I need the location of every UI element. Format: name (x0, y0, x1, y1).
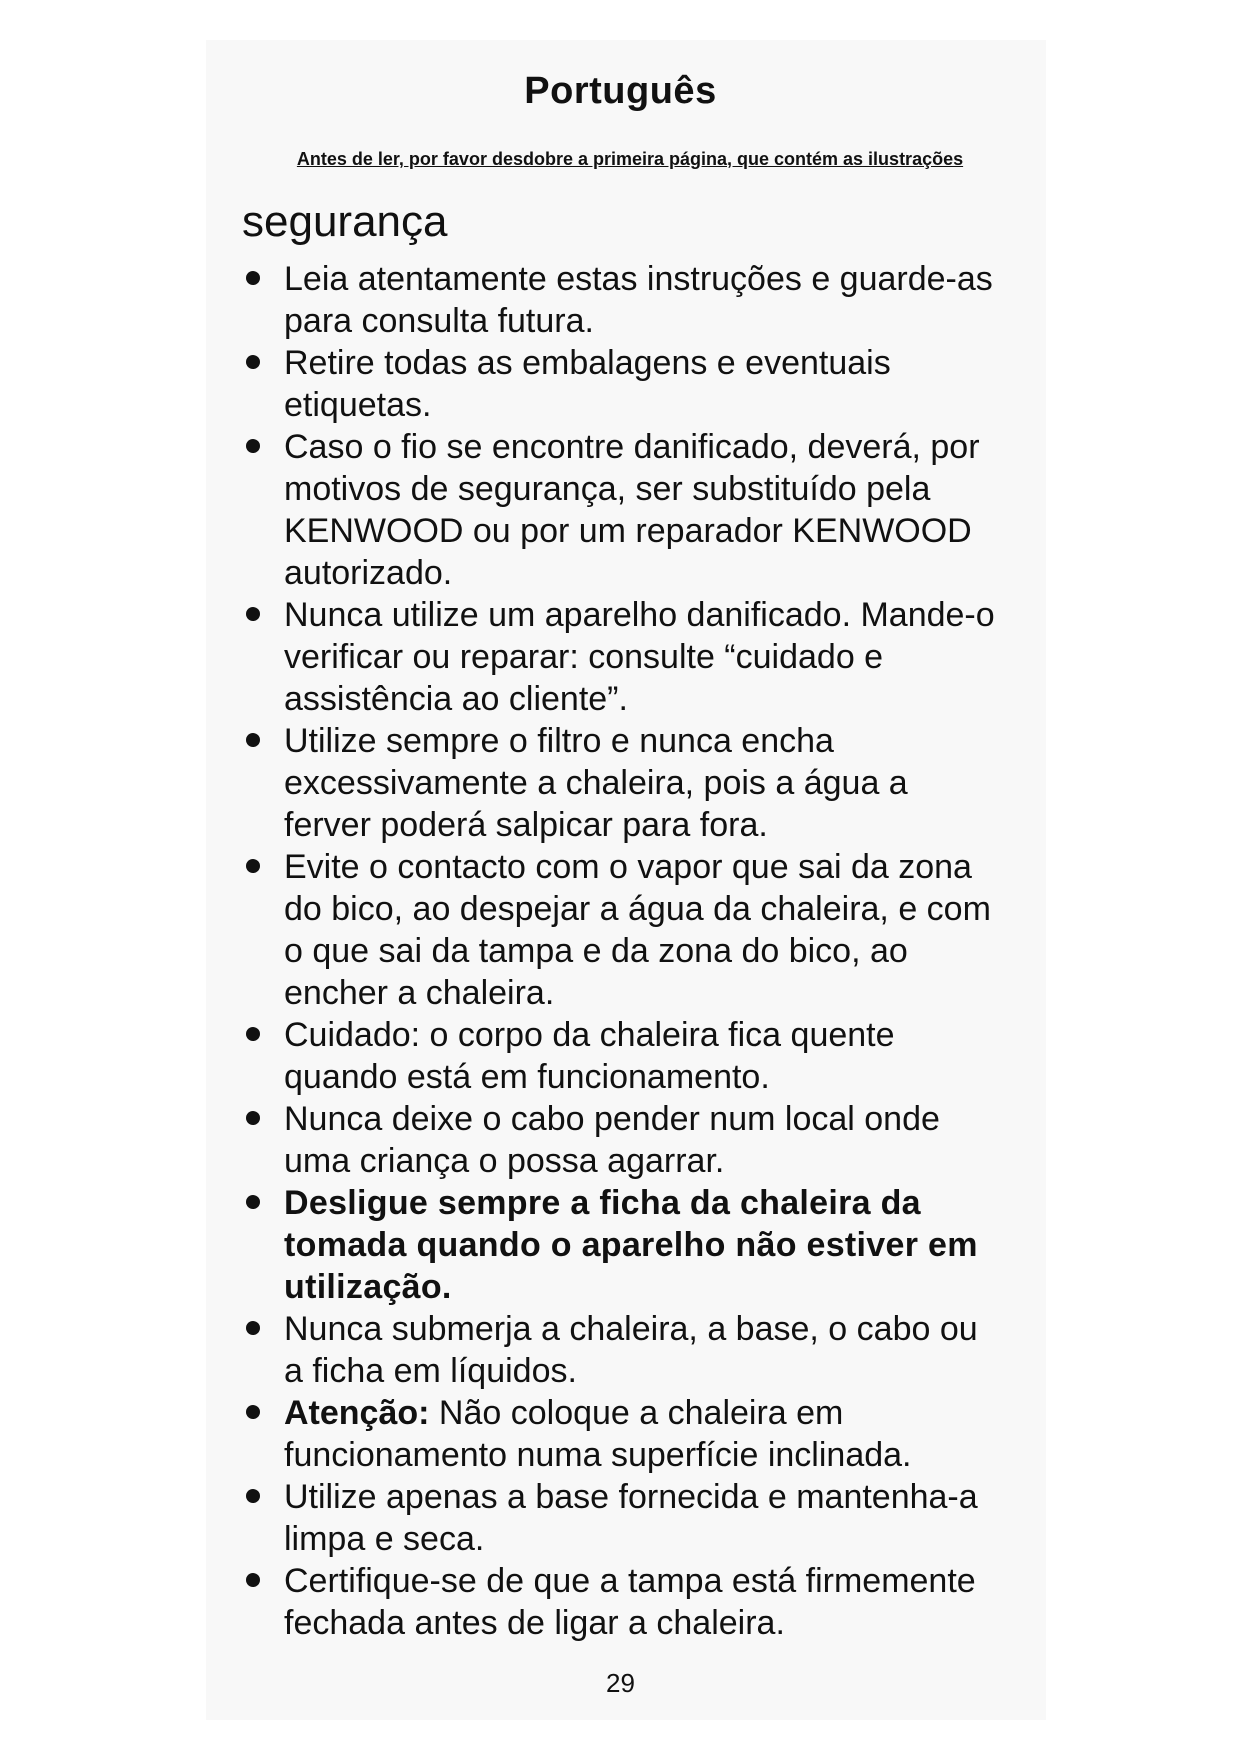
list-item-text: Utilize apenas a base fornecida e mantenha-a limpa e seca. (284, 1478, 978, 1558)
bullet-icon (246, 439, 260, 453)
list-item (242, 1560, 1002, 1644)
list-item (242, 1392, 1002, 1476)
bullet-icon (246, 1111, 260, 1125)
list-item-text: Evite o contacto com o vapor que sai da zona do bico, ao despejar a água da chaleira, e com o que sai da tampa e da zona do bico, ao encher a chaleira. (284, 848, 991, 1012)
list-item-text: Nunca submerja a chaleira, a base, o cabo ou a ficha em líquidos. (284, 1310, 978, 1390)
list-item-text: Certifique-se de que a tampa está firmemente fechada antes de ligar a chaleira. (284, 1562, 976, 1642)
bullet-icon (246, 859, 260, 873)
bullet-icon (246, 1321, 260, 1335)
list-item-text: Utilize sempre o filtro e nunca encha excessivamente a chaleira, pois a água a ferver poderá salpicar para fora. (284, 722, 908, 844)
bullet-icon (246, 271, 260, 285)
list-item (242, 342, 1002, 426)
bullet-icon (246, 355, 260, 369)
list-item (242, 1308, 1002, 1392)
list-item (242, 426, 1002, 594)
list-item-warning (242, 1182, 1002, 1308)
bullet-icon (246, 1195, 260, 1209)
list-item-text: Leia atentamente estas instruções e guarde-as para consulta futura. (284, 260, 993, 340)
list-item-text: Retire todas as embalagens e eventuais etiquetas. (284, 344, 891, 424)
list-item-text: Caso o fio se encontre danificado, deverá, por motivos de segurança, ser substituído pela KENWOOD ou por um reparador KENWOOD autorizado. (284, 428, 980, 592)
attention-label: Atenção: (284, 1394, 430, 1432)
list-item-text: Não coloque a chaleira em funcionamento numa superfície inclinada. (284, 1394, 912, 1474)
bullet-icon (246, 733, 260, 747)
list-item (242, 846, 1002, 1014)
unfold-note: Antes de ler, por favor desdobre a primeira página, que contém as ilustrações (296, 149, 964, 169)
bullet-icon (246, 1405, 260, 1419)
list-item-text: Cuidado: o corpo da chaleira fica quente quando está em funcionamento. (284, 1016, 895, 1096)
section-heading: segurança (242, 197, 448, 246)
list-item (242, 1014, 1002, 1098)
list-item (242, 1476, 1002, 1560)
bullet-icon (246, 1489, 260, 1503)
list-item (242, 258, 1002, 342)
bullet-icon (246, 1573, 260, 1587)
list-item (242, 1098, 1002, 1182)
list-item-text: Nunca utilize um aparelho danificado. Mande-o verificar ou reparar: consulte “cuidado e assistência ao cliente”. (284, 596, 995, 718)
page-number: 29 (606, 1668, 635, 1698)
bullet-icon (246, 607, 260, 621)
page-title: Português (524, 70, 717, 112)
bullet-icon (246, 1027, 260, 1041)
list-item (242, 720, 1002, 846)
list-item-text: Nunca deixe o cabo pender num local onde uma criança o possa agarrar. (284, 1100, 940, 1180)
safety-list (242, 258, 1002, 1644)
list-item (242, 594, 1002, 720)
list-item-text: Desligue sempre a ficha da chaleira da tomada quando o aparelho não estiver em utilização. (284, 1184, 978, 1306)
